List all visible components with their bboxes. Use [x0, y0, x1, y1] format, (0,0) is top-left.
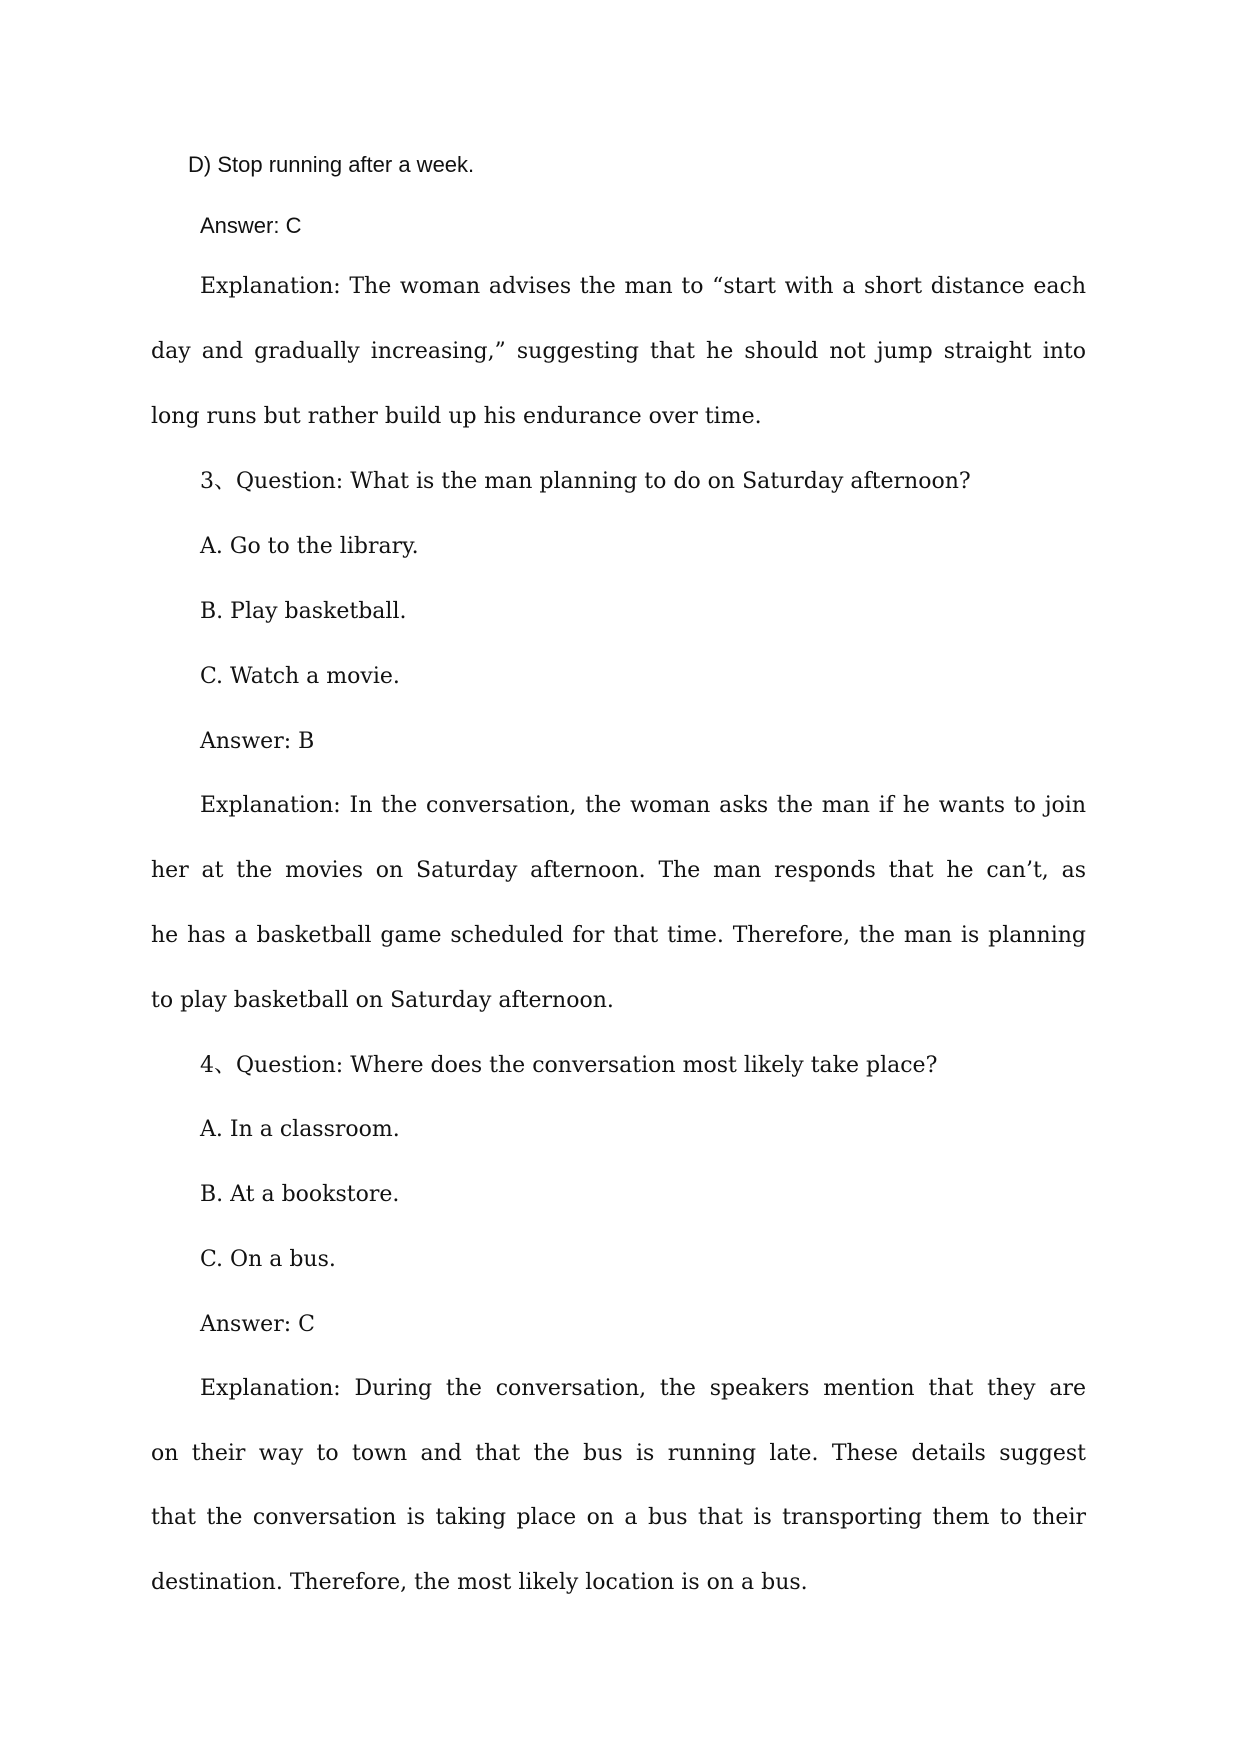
question-4-text: 4、Question: Where does the conversation most likely take place?: [200, 1053, 938, 1078]
explanation-line: he has a basketball game scheduled for that time. Therefore, the man is planning: [151, 923, 1086, 948]
option-c-text: C. On a bus.: [200, 1247, 336, 1272]
explanation-line: Explanation: The woman advises the man to “start with a short distance each: [200, 274, 1086, 299]
explanation-line: her at the movies on Saturday afternoon. The man responds that he can’t, as: [151, 858, 1086, 883]
explanation-line: long runs but rather build up his endurance over time.: [151, 404, 762, 429]
answer-line: Answer: C: [200, 213, 302, 238]
explanation-line: on their way to town and that the bus is running late. These details suggest: [151, 1441, 1086, 1466]
option-d-text: D) Stop running after a week.: [188, 152, 475, 177]
option-a-text: A. Go to the library.: [200, 534, 419, 559]
question-3-text: 3、Question: What is the man planning to do on Saturday afternoon?: [200, 469, 971, 494]
explanation-line: to play basketball on Saturday afternoon.: [151, 988, 614, 1013]
option-b-text: B. Play basketball.: [200, 599, 407, 624]
option-b-text: B. At a bookstore.: [200, 1182, 400, 1207]
explanation-line: destination. Therefore, the most likely location is on a bus.: [151, 1570, 808, 1595]
explanation-line: day and gradually increasing,” suggesting that he should not jump straight into: [151, 339, 1086, 364]
explanation-line: that the conversation is taking place on a bus that is transporting them to their: [151, 1505, 1086, 1530]
explanation-line: Explanation: In the conversation, the woman asks the man if he wants to join: [200, 793, 1086, 818]
option-c-text: C. Watch a movie.: [200, 664, 400, 689]
option-a-text: A. In a classroom.: [200, 1117, 400, 1142]
answer-line: Answer: C: [200, 1312, 315, 1337]
explanation-line: Explanation: During the conversation, the speakers mention that they are: [200, 1376, 1086, 1401]
answer-line: Answer: B: [200, 729, 315, 754]
